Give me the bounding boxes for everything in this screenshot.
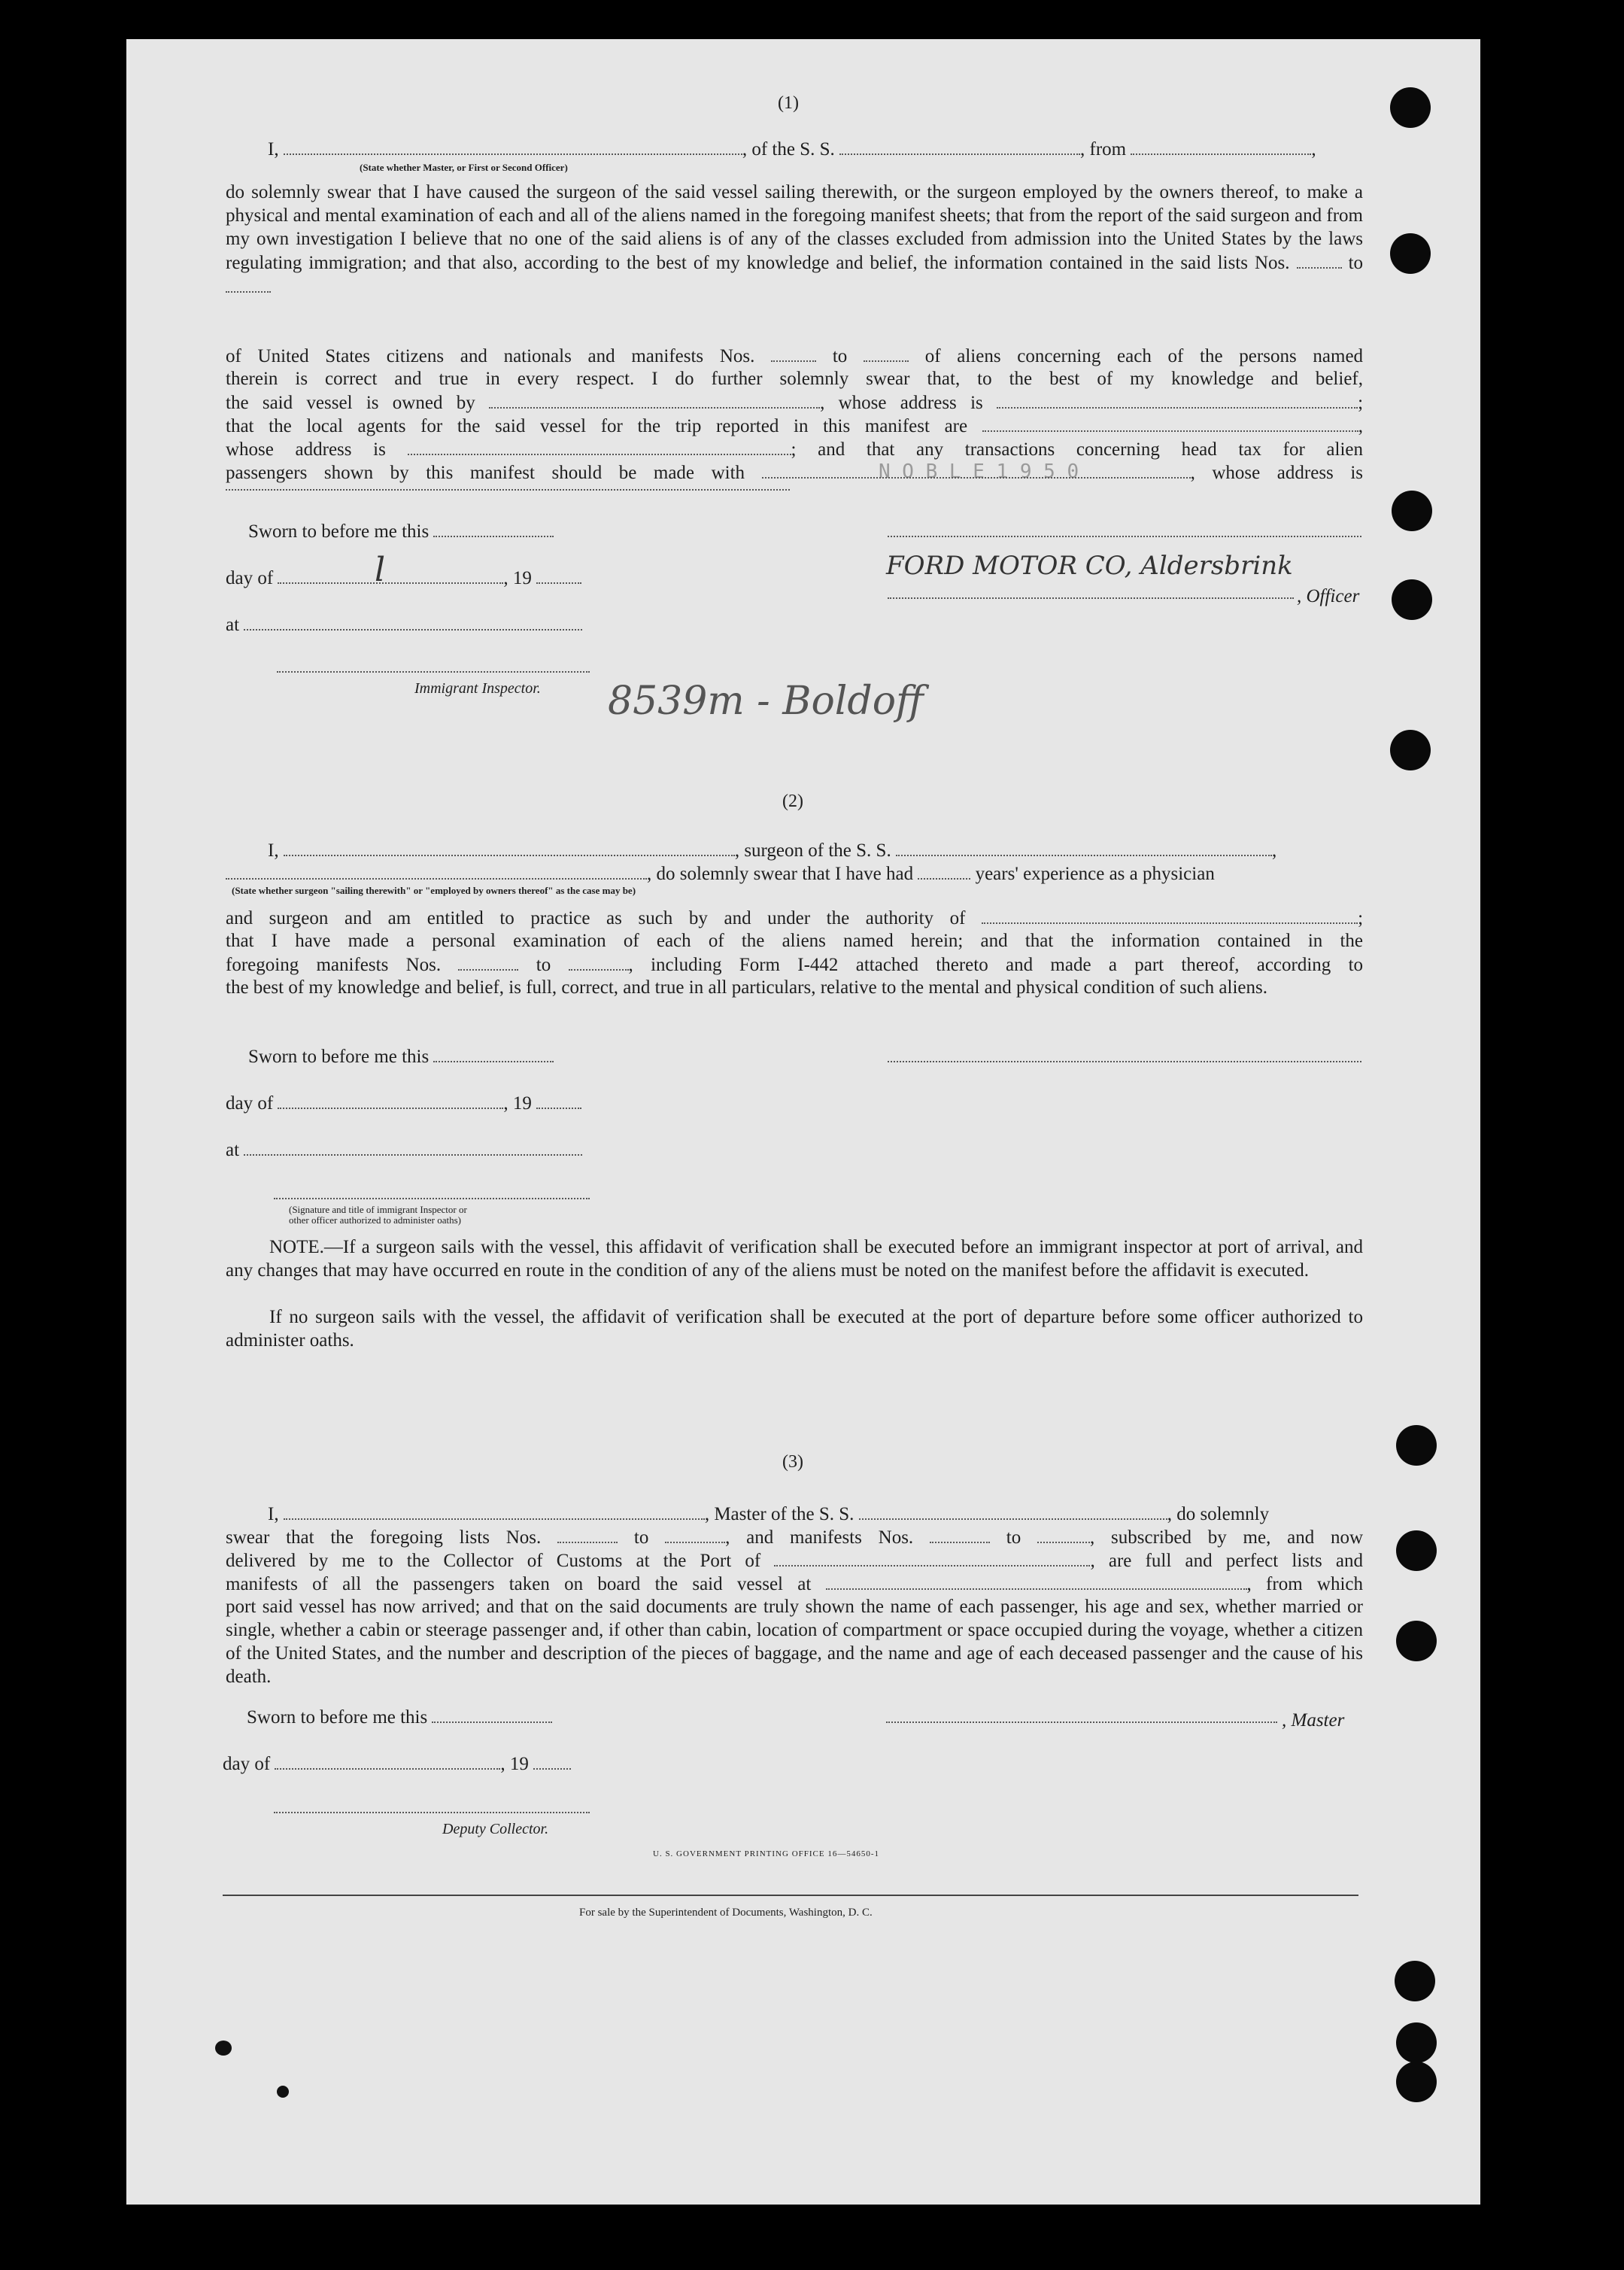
footer-rule	[223, 1895, 1358, 1896]
section-1-line-1: I, , of the S. S. , from ,	[268, 137, 1316, 161]
section-2-line-p4: the best of my knowledge and belief, is full, correct, and true in all particulars, relative to the mental and physical condition of such aliens.	[226, 977, 1267, 998]
section-2-line-2: , do solemnly swear that I have had years' experience as a physician	[226, 862, 1215, 886]
section-1-line-p3: therein is correct and true in every respect. I do further solemnly swear that, to the best of my knowledge and belief,	[226, 369, 1363, 389]
punch-hole	[1390, 87, 1431, 128]
collector-label: Deputy Collector.	[442, 1821, 549, 1837]
day-handwritten-mark: l	[375, 551, 386, 589]
collector-signature-line	[274, 1812, 590, 1813]
section-3-sworn: Sworn to before me this	[247, 1705, 552, 1729]
section-1-officer-top-line	[888, 536, 1361, 537]
section-2-note-1: NOTE.—If a surgeon sails with the vessel, this affidavit of verification shall be executed before an immigrant inspector at port of arrival, and any changes that may have occurred en route in the condition of any of the aliens must be noted on the manifest before the affidavit is executed.	[226, 1237, 1363, 1281]
section-2-line-p3: foregoing manifests Nos. to , including Form I-442 attached thereto and made a part thereof, according to	[226, 953, 1363, 977]
section-2-line-p1: and surgeon and am entitled to practice as such by and under the authority of ;	[226, 906, 1363, 930]
bleed-through-text: N O B L E 1 9 5 0	[879, 460, 1079, 483]
section-2-officer-line	[274, 1198, 590, 1199]
sale-notice: For sale by the Superintendent of Documents, Washington, D. C.	[579, 1907, 873, 1919]
section-1-line-p5: that the local agents for the said vessel for the trip reported in this manifest are ,	[226, 414, 1363, 438]
officer-label: , Officer	[1297, 586, 1360, 606]
section-1-sworn: Sworn to before me this	[248, 519, 554, 543]
punch-hole	[1396, 2022, 1437, 2063]
section-2-number: (2)	[782, 792, 803, 811]
section-2-sworn: Sworn to before me this	[248, 1044, 554, 1068]
inspector-label: Immigrant Inspector.	[414, 680, 541, 697]
section-1-line-p6: whose address is ; and that any transactions concerning head tax for alien	[226, 437, 1363, 461]
section-1-at: at	[226, 612, 582, 637]
section-2-sig-caption-2: other officer authorized to administer oaths)	[289, 1214, 461, 1226]
punch-hole	[1395, 1961, 1435, 2001]
punch-hole	[1396, 1621, 1437, 1661]
ink-blot	[215, 2041, 232, 2056]
section-2-note-2: If no surgeon sails with the vessel, the affidavit of verification shall be executed at the port of departure before some officer authorized to administer oaths.	[226, 1307, 1363, 1351]
section-1-line-p4: the said vessel is owned by , whose address is ;	[226, 390, 1363, 415]
section-2-line-1: I, , surgeon of the S. S. ,	[268, 838, 1276, 862]
section-3-line-1: I, , Master of the S. S. , do solemnly	[268, 1502, 1269, 1526]
section-1-line-p7: passengers shown by this manifest should be made with , whose address is	[226, 460, 1363, 485]
section-3-line-3: delivered by me to the Collector of Customs at the Port of , are full and perfect lists and	[226, 1548, 1363, 1573]
master-signature-line	[886, 1721, 1277, 1723]
manifest-page	[126, 39, 1480, 2205]
section-1-caption: (State whether Master, or First or Second Officer)	[360, 162, 568, 173]
section-2-line-p2: that I have made a personal examination of each of the aliens named herein; and that the information contained in the	[226, 931, 1363, 951]
inspector-signature-line	[277, 671, 590, 673]
section-3-line-2: swear that the foregoing lists Nos. to , and manifests Nos. to , subscribed by me, and now	[226, 1525, 1363, 1549]
section-2-caption: (State whether surgeon "sailing therewith" or "employed by owners thereof" as the case may be)	[232, 885, 636, 896]
section-2-sig-caption-1: (Signature and title of immigrant Inspector or	[289, 1204, 467, 1215]
gpo-imprint: U. S. GOVERNMENT PRINTING OFFICE 16—54650-1	[653, 1849, 880, 1858]
punch-hole	[1392, 491, 1432, 531]
section-3-number: (3)	[782, 1452, 803, 1472]
punch-hole	[1396, 2062, 1437, 2102]
section-2-dayof: day of , 19	[226, 1091, 581, 1115]
section-2-at: at	[226, 1138, 582, 1162]
section-1-oath-paragraph: do solemnly swear that I have caused the surgeon of the said vessel sailing therewith, or the surgeon employed by the owners thereof, to make a physical and mental examination of each and all of the aliens named in the foregoing manifest sheets; that from the report of the said surgeon and from my own investigation I believe that no one of the said aliens is of any of the classes excluded from admission into the United States by the laws regulating immigration; and that also, according to the best of my knowledge and belief, the information contained in the said lists Nos. to	[226, 181, 1363, 299]
officer-signature: FORD MOTOR CO, Aldersbrink	[886, 551, 1293, 581]
master-label: , Master	[1282, 1710, 1345, 1731]
section-1-number: (1)	[778, 93, 799, 113]
section-2-surgeon-signature-line	[888, 1061, 1361, 1062]
punch-hole	[1392, 579, 1432, 620]
section-1-address-line	[226, 489, 790, 491]
punch-hole	[1396, 1425, 1437, 1466]
punch-hole	[1396, 1530, 1437, 1571]
punch-hole	[1390, 730, 1431, 770]
ink-blot	[277, 2086, 289, 2098]
section-1-line-p2: of United States citizens and nationals and manifests Nos. to of aliens concerning each of the persons named	[226, 344, 1363, 368]
officer-signature-line	[888, 597, 1294, 599]
section-3-paragraph: port said vessel has now arrived; and that on the said documents are truly shown the name of each passenger, his age and sex, whether married or single, whether a cabin or steerage passenger and, if other than cabin, location of compartment or space occupied during the voyage, whether a citizen of the United States, and the number and description of the pieces of baggage, and the name and age of each deceased passenger and the cause of his death.	[226, 1597, 1363, 1687]
section-3-line-4: manifests of all the passengers taken on board the said vessel at , from which	[226, 1572, 1363, 1596]
inspector-signature: 8539m - Boldoff	[608, 679, 924, 724]
punch-hole	[1390, 233, 1431, 274]
section-1-dayof: day of , 19	[226, 566, 581, 590]
section-3-dayof: day of , 19	[223, 1752, 571, 1776]
